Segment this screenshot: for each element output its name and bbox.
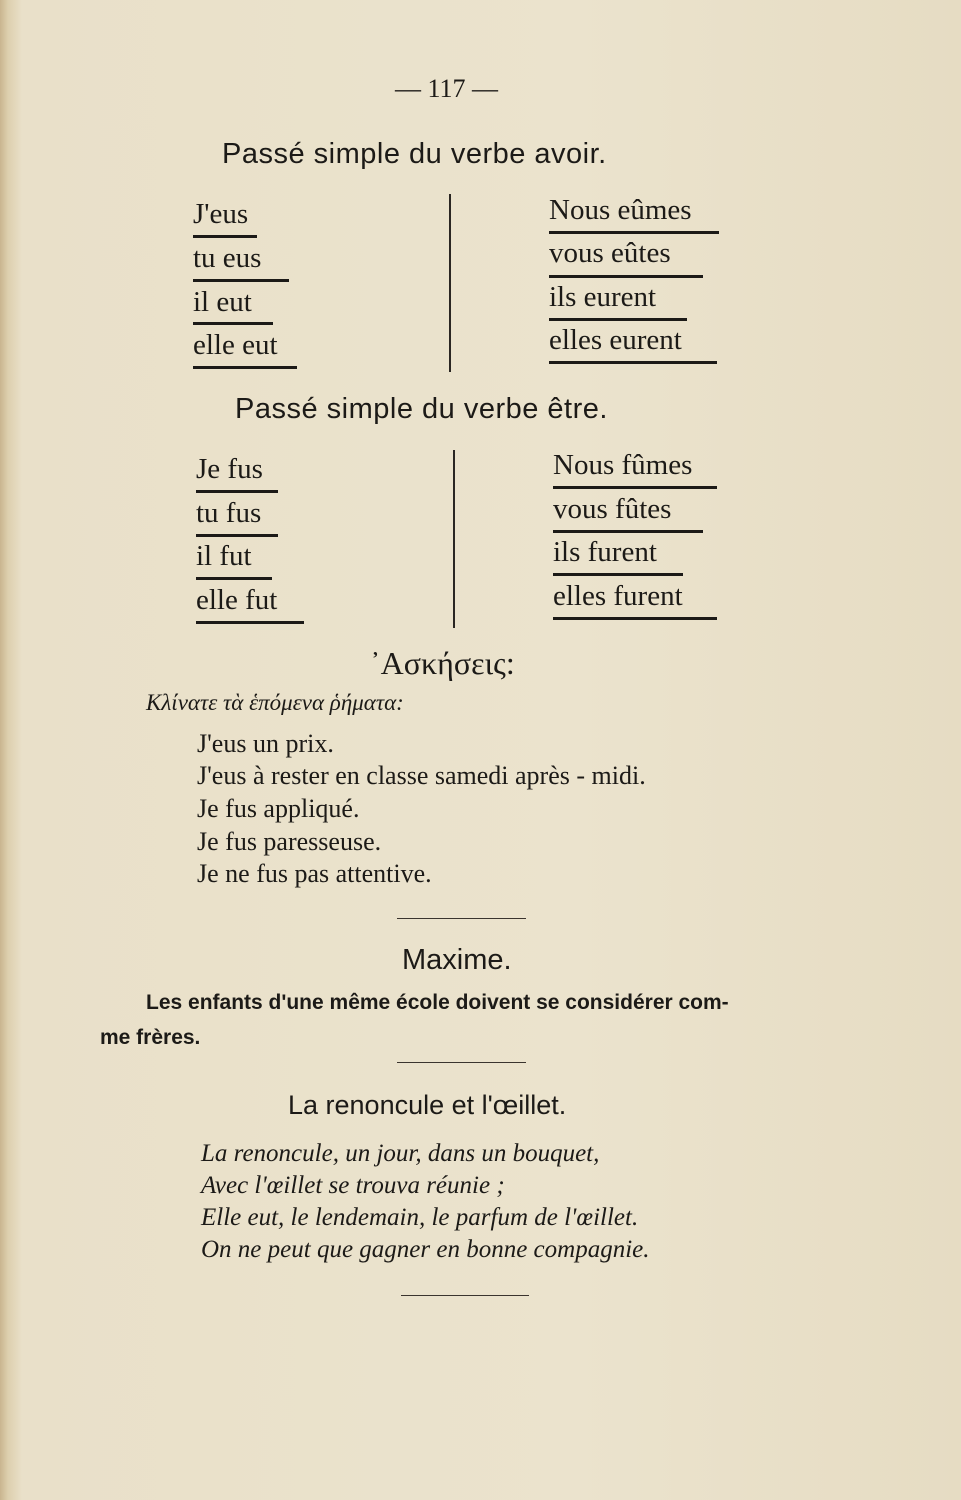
poem-line: Elle eut, le lendemain, le parfum de l'œillet. [201,1204,639,1231]
etre-singular-3: il fut [196,540,252,572]
avoir-singular-3: il eut [193,286,252,318]
underline [549,275,703,278]
maxime-line-2: me frères. [100,1026,201,1049]
etre-singular-1: Je fus [196,453,263,485]
section-rule [397,1062,526,1063]
etre-singular-2: tu fus [196,497,262,529]
avoir-singular-1: J'eus [193,198,249,230]
underline [193,235,257,238]
poem-line: On ne peut que gagner en bonne compagnie. [201,1236,650,1263]
exercises-instruction: Κλίνατε τὰ ἑπόμενα ῥήματα: [146,690,404,715]
etre-plural-3: ils furent [553,536,657,568]
poem-line: La renoncule, un jour, dans un bouquet, [201,1140,600,1167]
exercise-sentence: Je fus appliqué. [197,794,360,823]
etre-heading: Passé simple du verbe être. [235,393,608,425]
column-divider [449,194,451,372]
underline [196,490,278,493]
avoir-plural-4: elles eurent [549,324,682,356]
etre-plural-1: Nous fûmes [553,449,693,481]
maxime-line-1: Les enfants d'une même école doivent se considérer com- [146,991,729,1014]
exercise-sentence: Je ne fus pas attentive. [197,859,432,888]
underline [549,318,687,321]
avoir-plural-1: Nous eûmes [549,194,692,226]
column-divider [453,450,455,628]
underline [193,366,297,369]
poem-line: Avec l'œillet se trouva réunie ; [201,1172,505,1199]
etre-singular-4: elle fut [196,584,278,616]
section-rule [401,1295,529,1296]
underline [553,617,717,620]
underline [553,486,717,489]
underline [553,573,683,576]
underline [193,279,289,282]
underline [549,231,719,234]
etre-plural-2: vous fûtes [553,493,672,525]
underline [196,577,272,580]
avoir-heading: Passé simple du verbe avoir. [222,138,607,170]
avoir-singular-2: tu eus [193,242,262,274]
underline [196,621,304,624]
exercises-title: ᾿Ασκήσεις: [370,645,515,681]
page-number: — 117 — [395,74,499,103]
section-rule [397,918,526,919]
underline [549,361,717,364]
underline [193,322,273,325]
avoir-singular-4: elle eut [193,329,278,361]
exercise-sentence: J'eus un prix. [197,729,334,758]
avoir-plural-2: vous eûtes [549,237,671,269]
underline [196,534,278,537]
exercise-sentence: Je fus paresseuse. [197,827,382,856]
avoir-plural-3: ils eurent [549,281,657,313]
exercise-sentence: J'eus à rester en classe samedi après - midi. [197,761,646,790]
etre-plural-4: elles furent [553,580,683,612]
underline [553,530,703,533]
maxime-title: Maxime. [402,944,512,976]
poem-title: La renoncule et l'œillet. [288,1090,567,1120]
